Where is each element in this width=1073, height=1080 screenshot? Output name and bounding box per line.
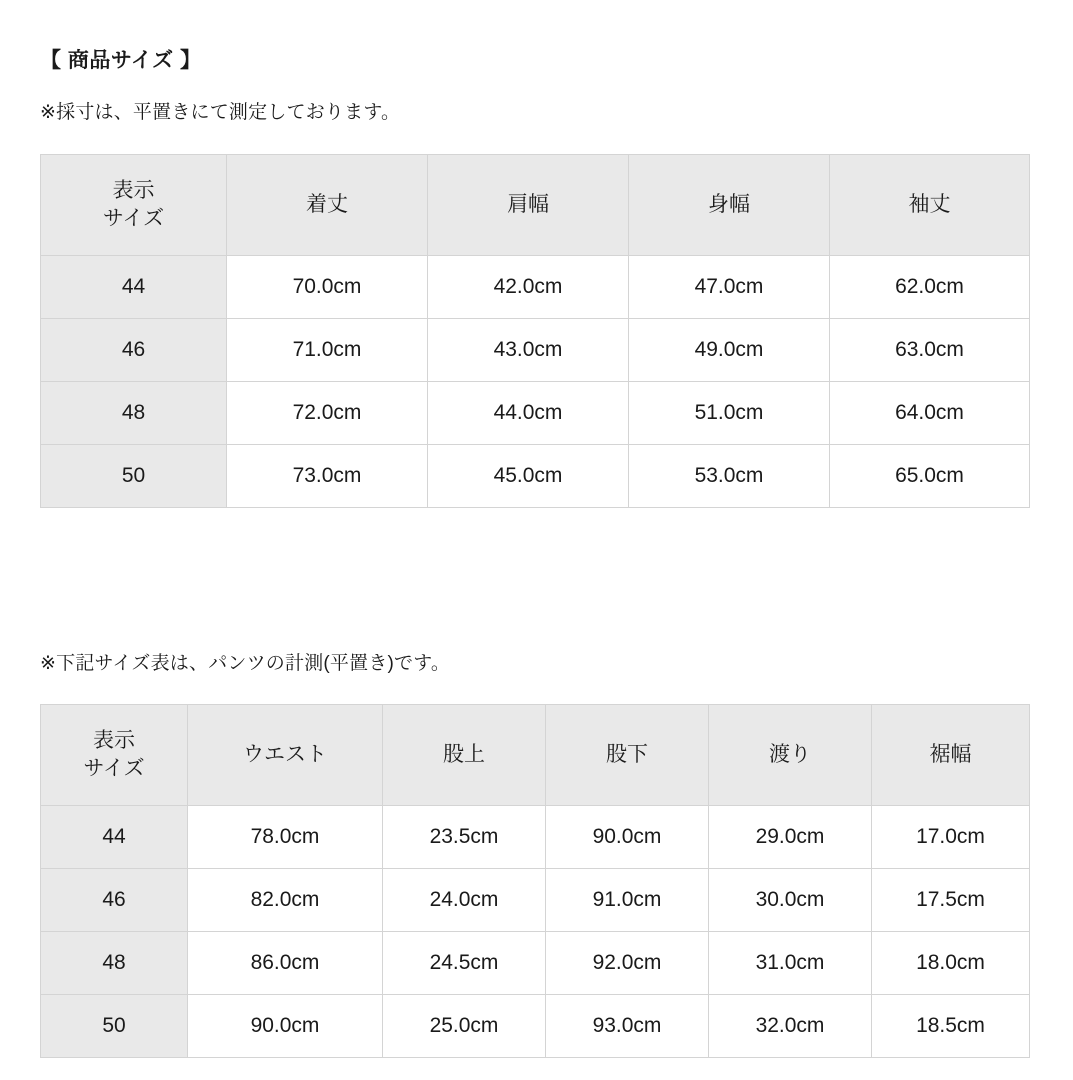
pants-size-table [40, 704, 1030, 1058]
column-header-hem-width: 裾幅 [872, 705, 1030, 806]
column-header-rise: 股上 [383, 705, 546, 806]
cell-waist: 90.0cm [188, 995, 383, 1058]
column-header-inseam: 股下 [546, 705, 709, 806]
cell-rise: 24.0cm [383, 869, 546, 932]
tops-table-body [41, 255, 1030, 507]
table-header-row [41, 705, 1030, 806]
cell-chest-width: 51.0cm [629, 381, 830, 444]
table-row [41, 995, 1030, 1058]
tops-size-table [40, 154, 1030, 508]
cell-rise: 25.0cm [383, 995, 546, 1058]
column-header-display-size [41, 154, 227, 255]
cell-chest-width: 47.0cm [629, 255, 830, 318]
measurement-note-pants: ※下記サイズ表は、パンツの計測(平置き)です。 [40, 652, 451, 674]
cell-hem-width: 18.0cm [872, 932, 1030, 995]
cell-inseam: 93.0cm [546, 995, 709, 1058]
cell-inseam: 91.0cm [546, 869, 709, 932]
table-row [41, 255, 1030, 318]
cell-chest-width: 49.0cm [629, 318, 830, 381]
cell-hem-width: 17.5cm [872, 869, 1030, 932]
column-header-line2: サイズ [83, 757, 145, 781]
cell-waist: 86.0cm [188, 932, 383, 995]
cell-body-length: 73.0cm [227, 444, 428, 507]
column-header-shoulder-width: 肩幅 [428, 154, 629, 255]
cell-hem-width: 17.0cm [872, 806, 1030, 869]
cell-thigh: 31.0cm [709, 932, 872, 995]
cell-inseam: 92.0cm [546, 932, 709, 995]
pants-table-body [41, 806, 1030, 1058]
cell-size: 44 [41, 806, 188, 869]
cell-sleeve-length: 65.0cm [830, 444, 1030, 507]
cell-thigh: 32.0cm [709, 995, 872, 1058]
column-header-sleeve-length: 袖丈 [830, 154, 1030, 255]
cell-body-length: 70.0cm [227, 255, 428, 318]
table-row [41, 444, 1030, 507]
column-header-thigh: 渡り [709, 705, 872, 806]
measurement-note-tops: ※採寸は、平置きにて測定しております。 [40, 102, 401, 124]
column-header-body-length: 着丈 [227, 154, 428, 255]
cell-sleeve-length: 64.0cm [830, 381, 1030, 444]
section-spacer [40, 508, 1033, 626]
table-row [41, 318, 1030, 381]
cell-waist: 78.0cm [188, 806, 383, 869]
cell-body-length: 72.0cm [227, 381, 428, 444]
cell-thigh: 29.0cm [709, 806, 872, 869]
table-row [41, 381, 1030, 444]
cell-inseam: 90.0cm [546, 806, 709, 869]
cell-shoulder-width: 44.0cm [428, 381, 629, 444]
cell-sleeve-length: 62.0cm [830, 255, 1030, 318]
column-header-line2: サイズ [102, 206, 165, 230]
cell-size: 48 [41, 381, 227, 444]
column-header-display-size [41, 705, 188, 806]
cell-waist: 82.0cm [188, 869, 383, 932]
page-title: 【 商品サイズ 】 [40, 49, 202, 72]
cell-shoulder-width: 43.0cm [428, 318, 629, 381]
cell-size: 46 [41, 869, 188, 932]
table-header-row [41, 154, 1030, 255]
cell-body-length: 71.0cm [227, 318, 428, 381]
column-header-line1: 表示 [112, 178, 155, 202]
table-row [41, 932, 1030, 995]
cell-size: 50 [41, 995, 188, 1058]
cell-shoulder-width: 45.0cm [428, 444, 629, 507]
cell-size: 46 [41, 318, 227, 381]
cell-rise: 23.5cm [383, 806, 546, 869]
tops-table-header [41, 154, 1030, 255]
column-header-waist: ウエスト [188, 705, 383, 806]
pants-table-header [41, 705, 1030, 806]
table-row [41, 806, 1030, 869]
cell-chest-width: 53.0cm [629, 444, 830, 507]
cell-rise: 24.5cm [383, 932, 546, 995]
column-header-line1: 表示 [93, 729, 135, 753]
column-header-chest-width: 身幅 [629, 154, 830, 255]
cell-size: 50 [41, 444, 227, 507]
cell-sleeve-length: 63.0cm [830, 318, 1030, 381]
cell-shoulder-width: 42.0cm [428, 255, 629, 318]
cell-size: 48 [41, 932, 188, 995]
cell-thigh: 30.0cm [709, 869, 872, 932]
cell-size: 44 [41, 255, 227, 318]
cell-hem-width: 18.5cm [872, 995, 1030, 1058]
table-row [41, 869, 1030, 932]
